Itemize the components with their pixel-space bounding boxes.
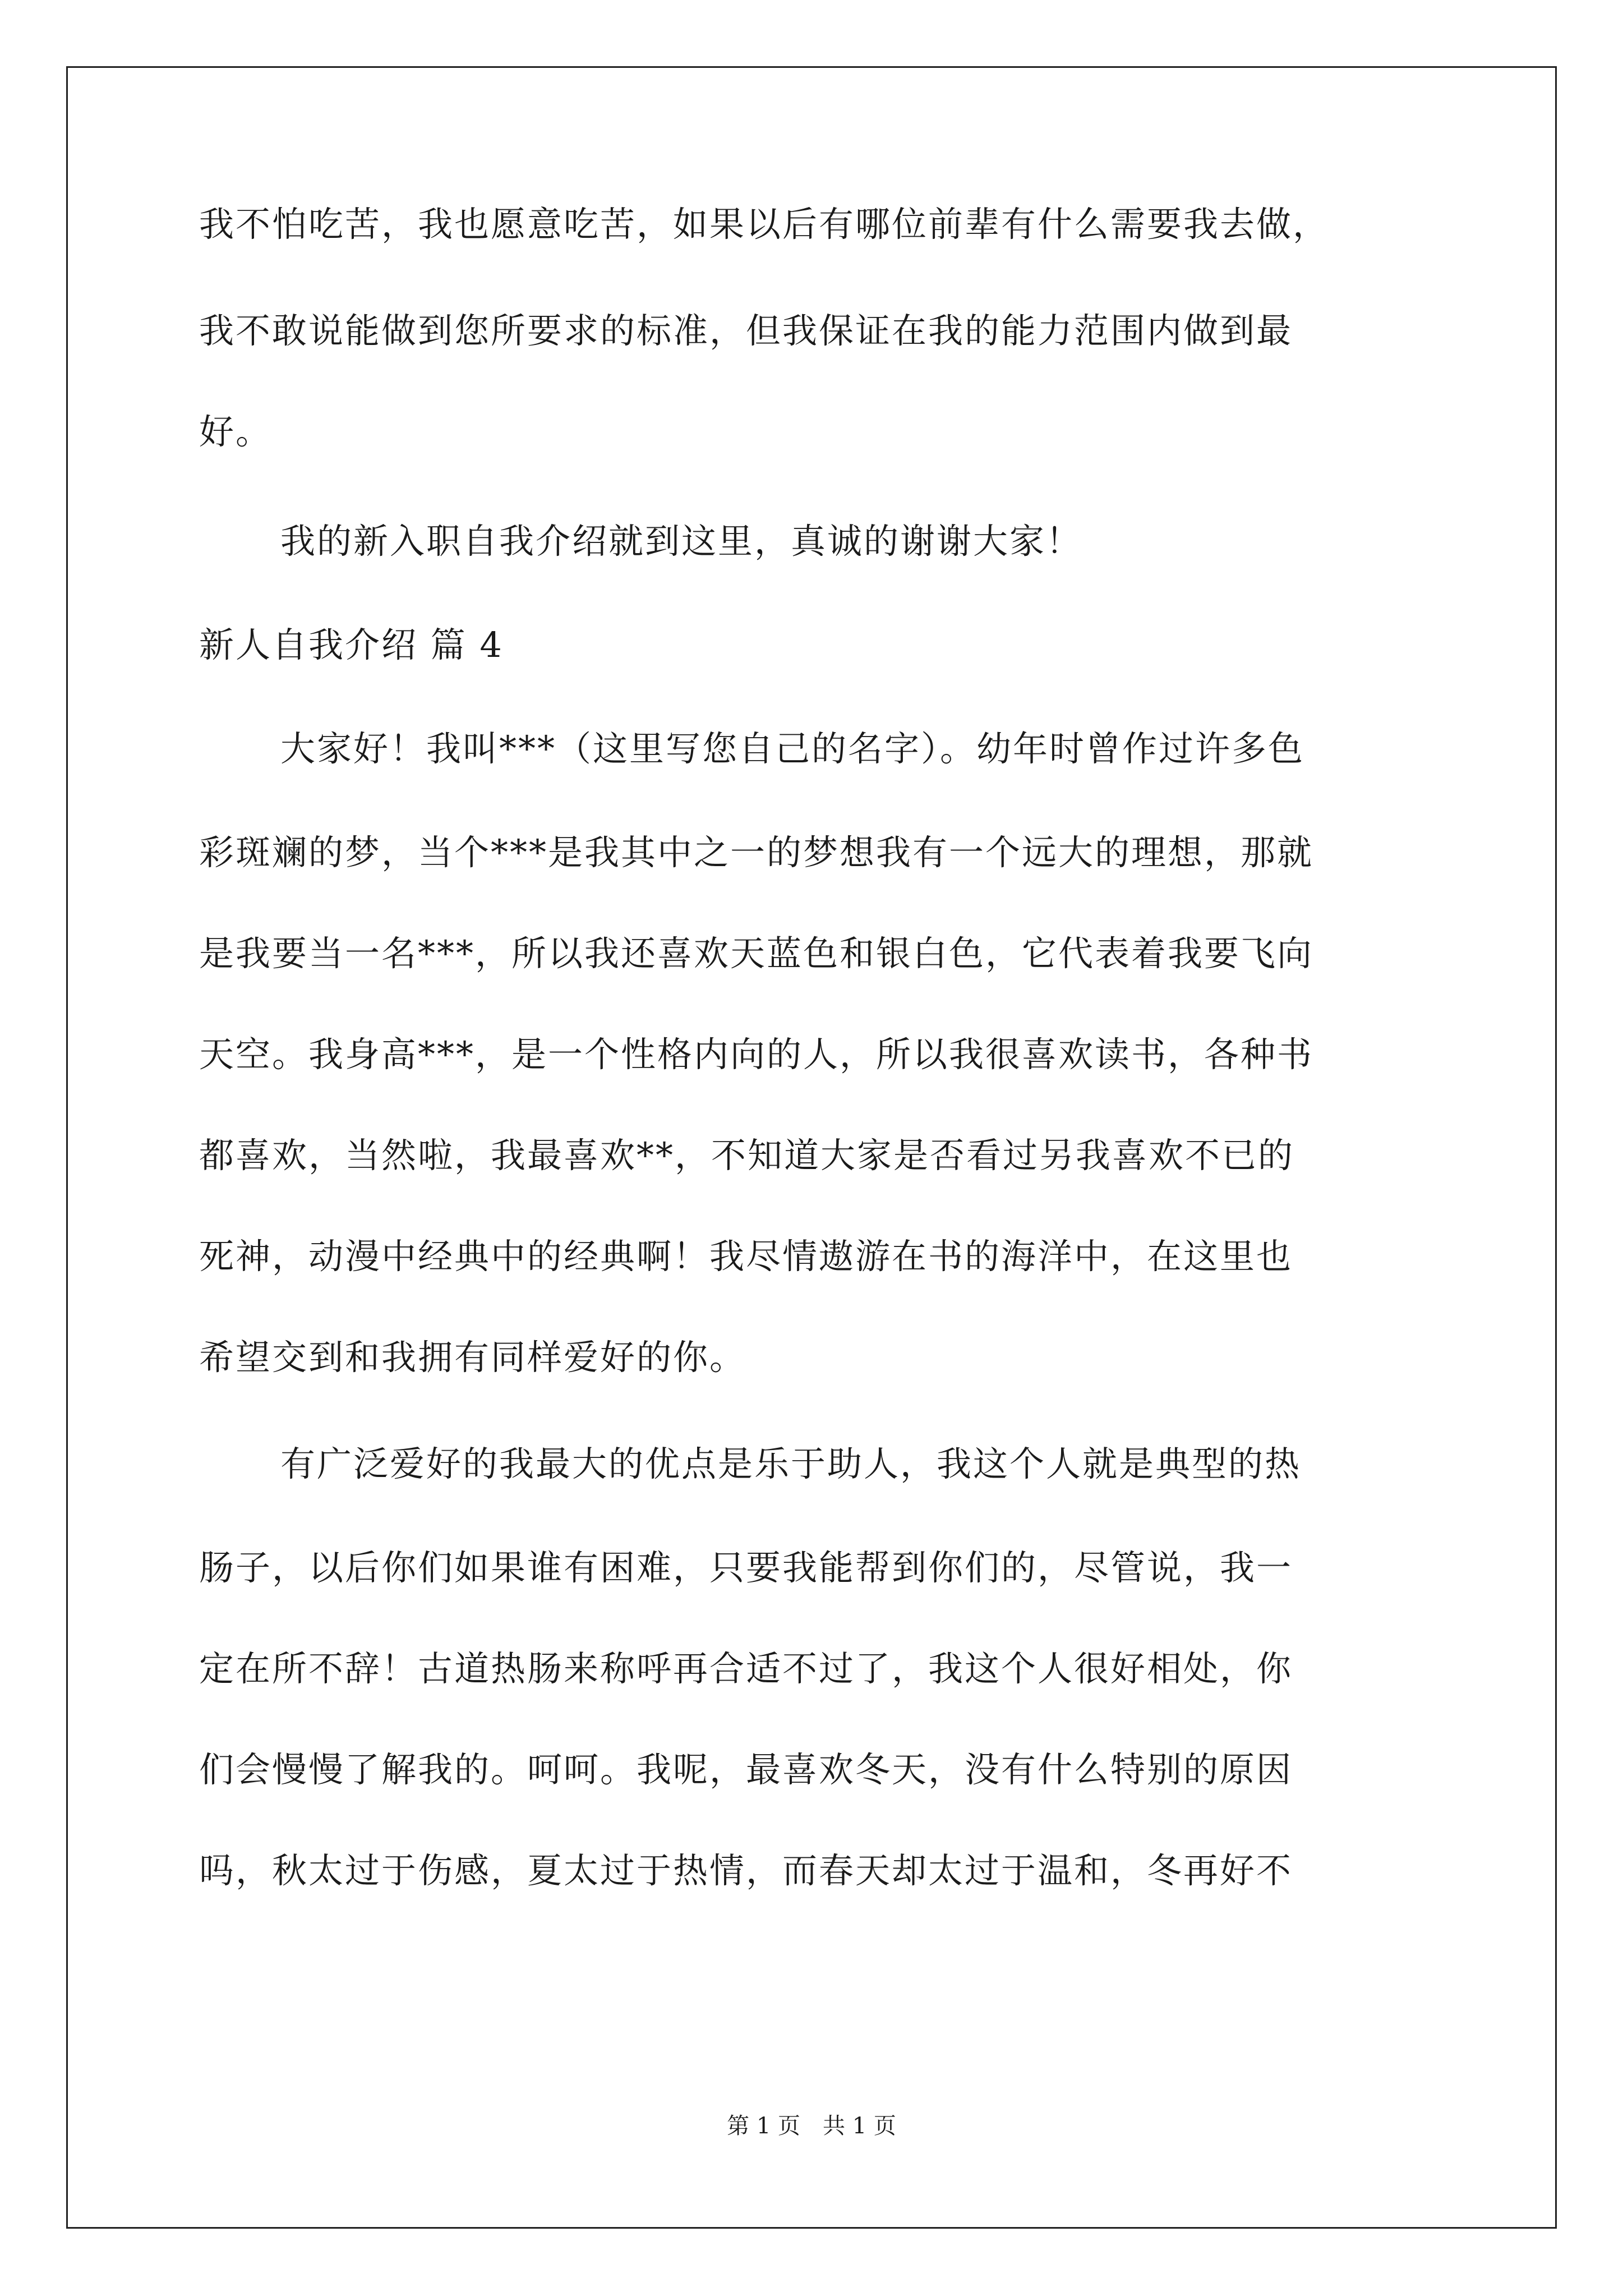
text-line: 希望交到和我拥有同样爱好的你。 <box>199 1337 746 1378</box>
text-line: 好。 <box>199 411 273 452</box>
text-line: 我不怕吃苦，我也愿意吃苦，如果以后有哪位前辈有什么需要我去做， <box>199 204 1330 245</box>
text-line: 我的新入职自我介绍就到这里，真诚的谢谢大家！ <box>280 521 1083 562</box>
text-line: 大家好！我叫***（这里写您自己的名字）。幼年时曾作过许多色 <box>280 728 1305 769</box>
text-line: 都喜欢，当然啦，我最喜欢**，不知道大家是否看过另我喜欢不已的 <box>199 1135 1295 1176</box>
text-line: 天空。我身高***，是一个性格内向的人，所以我很喜欢读书，各种书 <box>199 1034 1314 1075</box>
text-line: 有广泛爱好的我最大的优点是乐于助人，我这个人就是典型的热 <box>280 1443 1302 1484</box>
text-line: 吗，秋太过于伤感，夏太过于热情，而春天却太过于温和，冬再好不 <box>199 1850 1293 1891</box>
page-number-footer: 第 1 页 共 1 页 <box>727 2113 896 2139</box>
text-line: 肠子，以后你们如果谁有困难，只要我能帮到你们的，尽管说，我一 <box>199 1547 1293 1588</box>
section-heading: 新人自我介绍 篇 4 <box>199 624 504 665</box>
text-line: 是我要当一名***，所以我还喜欢天蓝色和银白色，它代表着我要飞向 <box>199 933 1314 974</box>
text-line: 们会慢慢了解我的。呵呵。我呢，最喜欢冬天，没有什么特别的原因 <box>199 1749 1293 1790</box>
text-line: 我不敢说能做到您所要求的标准，但我保证在我的能力范围内做到最 <box>199 310 1293 351</box>
text-line: 死神，动漫中经典中的经典啊！我尽情遨游在书的海洋中，在这里也 <box>199 1236 1293 1277</box>
text-line: 彩斑斓的梦，当个***是我其中之一的梦想我有一个远大的理想，那就 <box>199 832 1314 873</box>
text-line: 定在所不辞！古道热肠来称呼再合适不过了，我这个人很好相处，你 <box>199 1648 1293 1689</box>
